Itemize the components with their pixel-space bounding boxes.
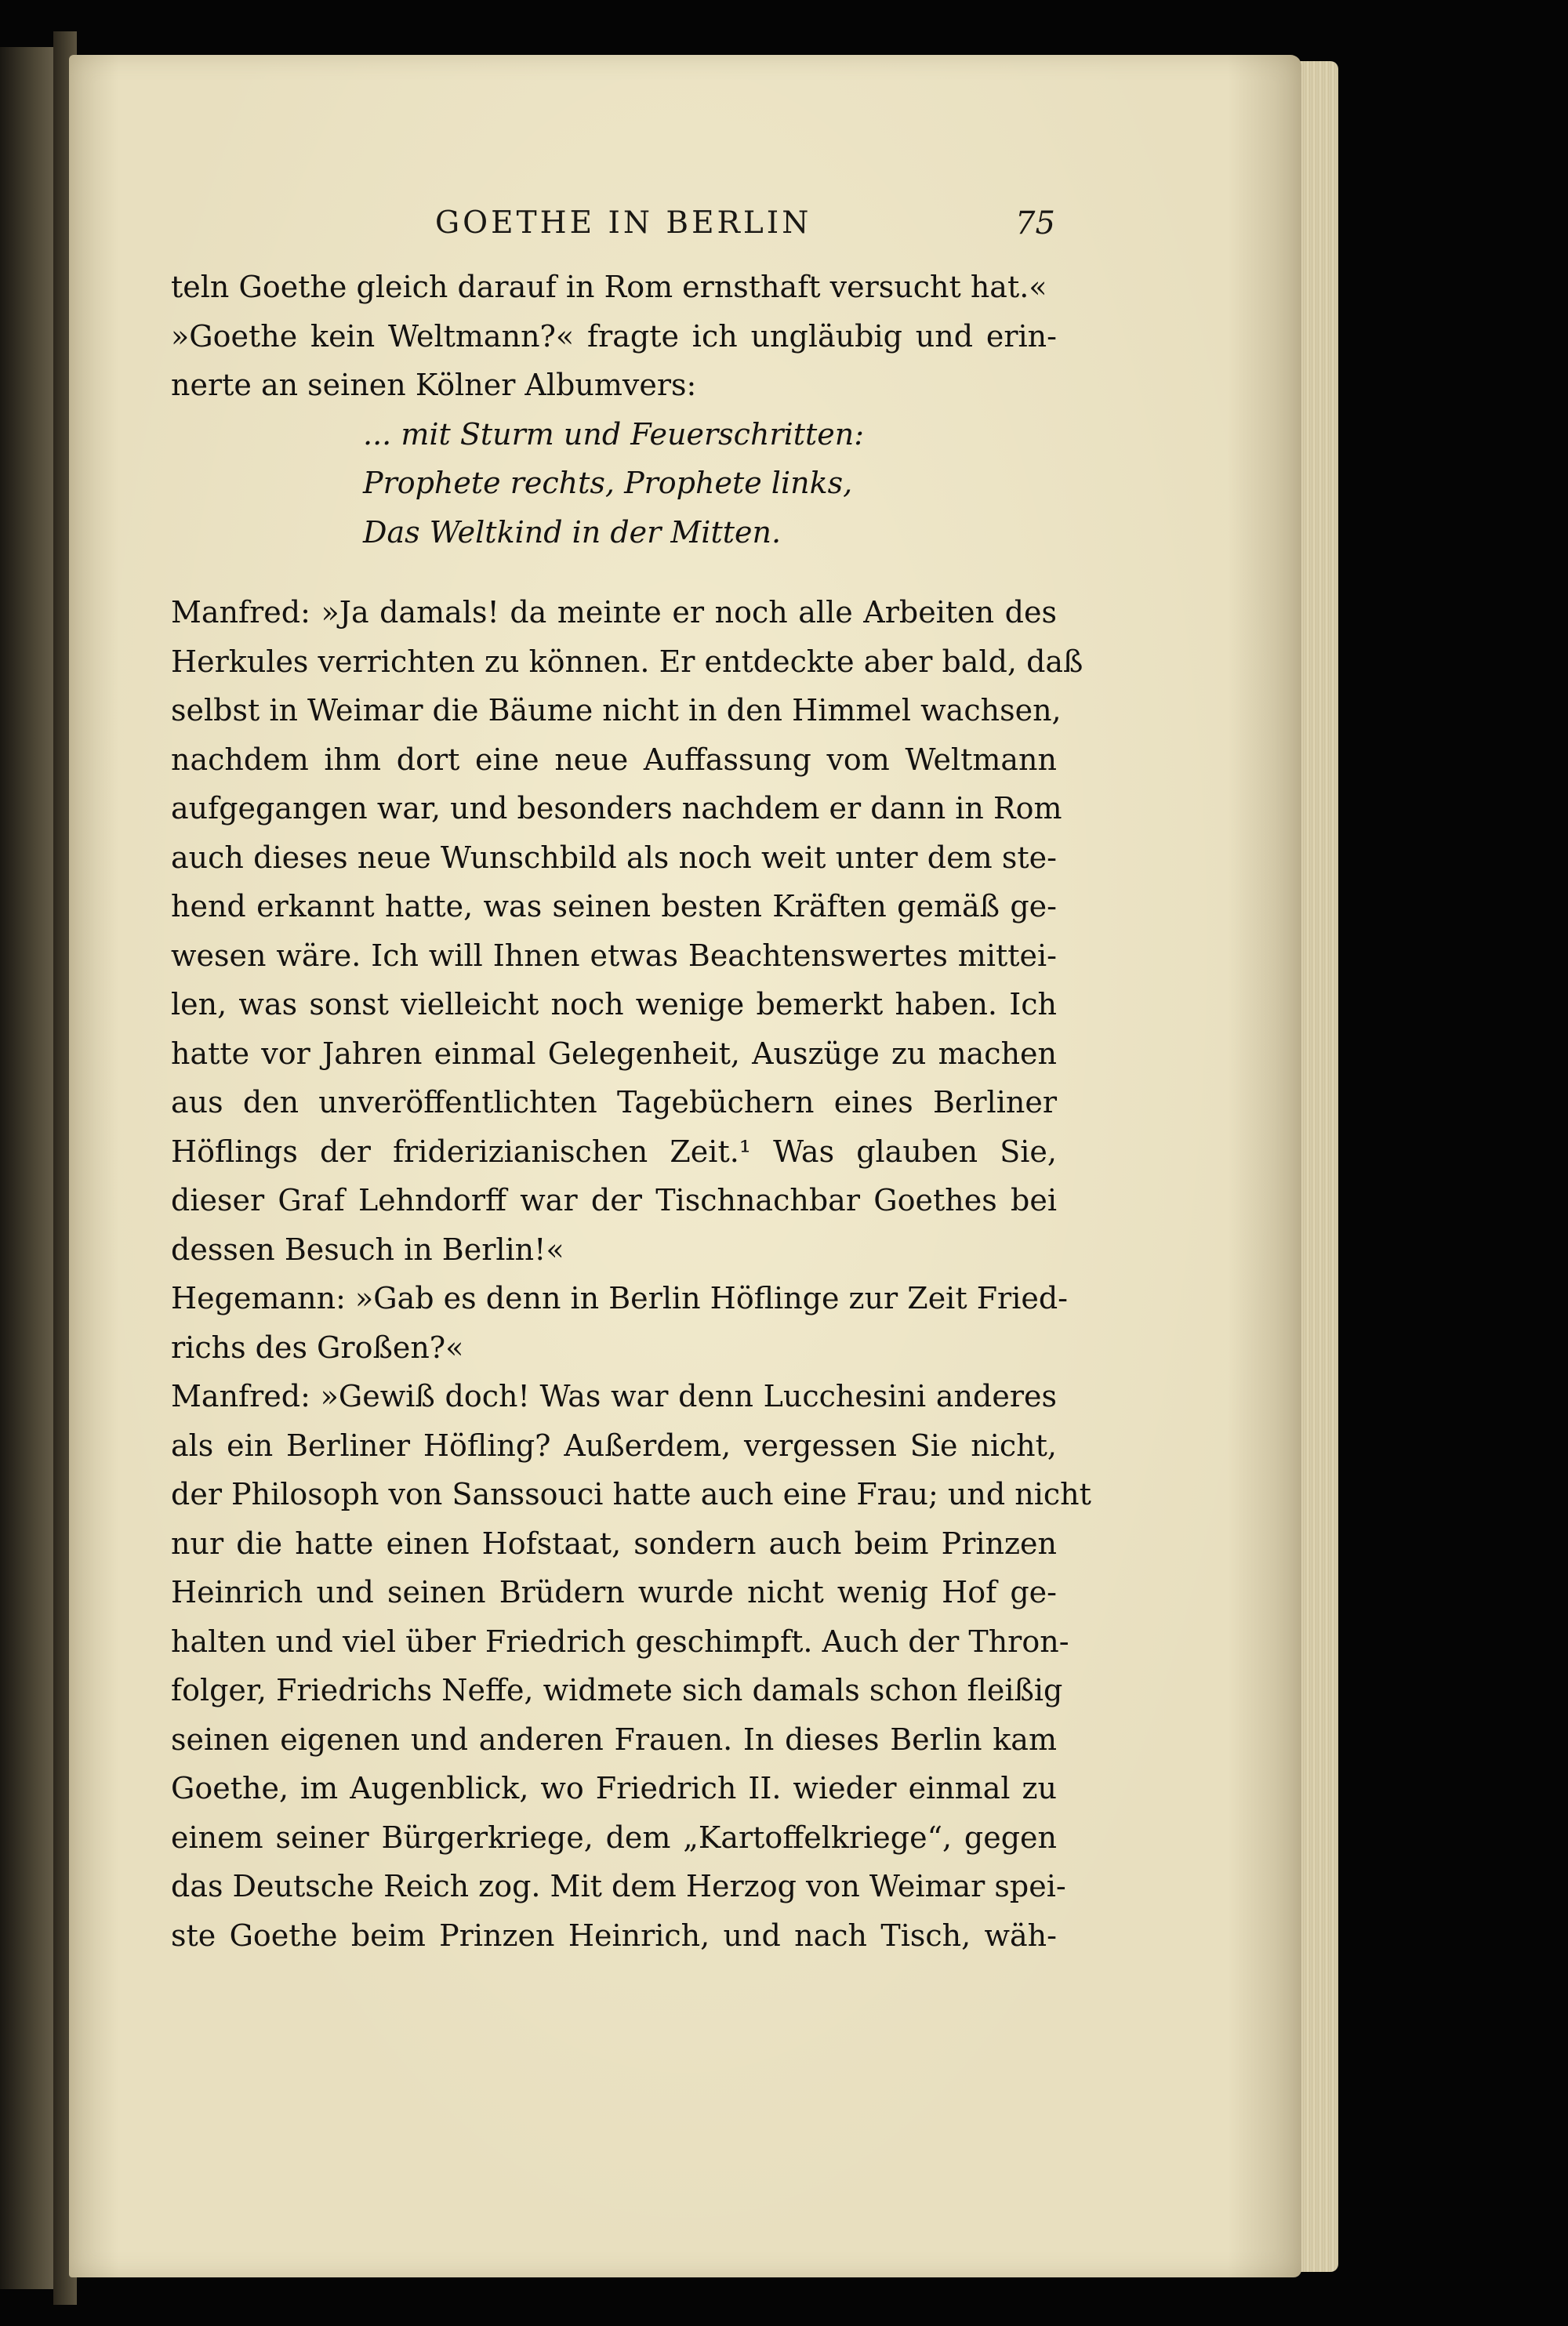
page-header bbox=[0, 205, 1568, 252]
text-line: »Goethe kein Weltmann?« fragte ich ungläubig und erin- bbox=[171, 318, 1057, 354]
text-line: dessen Besuch in Berlin!« bbox=[171, 1232, 564, 1267]
text-line: aufgegangen war, und besonders nachdem er dann in Rom bbox=[171, 791, 1062, 826]
text-line: nur die hatte einen Hofstaat, sondern auch beim Prinzen bbox=[171, 1526, 1057, 1561]
verse-line: Prophete rechts, Prophete links, bbox=[363, 466, 853, 500]
text-line: hatte vor Jahren einmal Gelegenheit, Auszüge zu machen bbox=[171, 1036, 1057, 1071]
text-line: halten und viel über Friedrich geschimpft. Auch der Thron- bbox=[171, 1624, 1069, 1659]
page-number: 75 bbox=[1015, 205, 1055, 241]
text-line: einem seiner Bürgerkriege, dem „Kartoffelkriege“, gegen bbox=[171, 1820, 1057, 1855]
text-line: hend erkannt hatte, was seinen besten Kräften gemäß ge- bbox=[171, 889, 1057, 924]
text-line: Heinrich und seinen Brüdern wurde nicht wenig Hof ge- bbox=[171, 1575, 1057, 1609]
verse-line: Das Weltkind in der Mitten. bbox=[363, 514, 782, 550]
text-line: auch dieses neue Wunschbild als noch weit unter dem ste- bbox=[171, 840, 1057, 875]
text-line: folger, Friedrichs Neffe, widmete sich damals schon fleißig bbox=[171, 1673, 1063, 1707]
text-line: aus den unveröffentlichten Tagebüchern eines Berliner bbox=[171, 1085, 1057, 1119]
text-line: als ein Berliner Höfling? Außerdem, vergessen Sie nicht, bbox=[171, 1428, 1057, 1463]
verse-line: ... mit Sturm und Feuerschritten: bbox=[363, 416, 865, 452]
text-line: das Deutsche Reich zog. Mit dem Herzog von Weimar spei- bbox=[171, 1869, 1066, 1903]
text-line: Manfred: »Ja damals! da meinte er noch alle Arbeiten des bbox=[171, 595, 1057, 630]
stanza-gap bbox=[171, 557, 1057, 588]
text-line: teln Goethe gleich darauf in Rom ernsthaft versucht hat.« bbox=[171, 270, 1047, 304]
text-line: Herkules verrichten zu können. Er entdeckte aber bald, daß bbox=[171, 644, 1083, 679]
text-line: wesen wäre. Ich will Ihnen etwas Beachtenswertes mittei- bbox=[171, 938, 1057, 973]
text-line: len, was sonst vielleicht noch wenige bemerkt haben. Ich bbox=[171, 987, 1057, 1021]
left-page-edge bbox=[0, 47, 61, 2289]
text-line: der Philosoph von Sanssouci hatte auch eine Frau; und nicht bbox=[171, 1477, 1091, 1511]
text-line: dieser Graf Lehndorff war der Tischnachbar Goethes bei bbox=[171, 1183, 1057, 1217]
text-line: nerte an seinen Kölner Albumvers: bbox=[171, 368, 697, 402]
text-line: Höflings der friderizianischen Zeit.¹ Was glauben Sie, bbox=[171, 1134, 1057, 1169]
text-line: richs des Großen?« bbox=[171, 1330, 464, 1365]
text-line: seinen eigenen und anderen Frauen. In dieses Berlin kam bbox=[171, 1722, 1057, 1757]
text-line: Manfred: »Gewiß doch! Was war denn Lucchesini anderes bbox=[171, 1379, 1057, 1413]
text-line: ste Goethe beim Prinzen Heinrich, und nach Tisch, wäh- bbox=[171, 1918, 1057, 1953]
page-fore-edge bbox=[1298, 61, 1338, 2272]
text-line: Goethe, im Augenblick, wo Friedrich II. wieder einmal zu bbox=[171, 1771, 1057, 1805]
text-line: nachdem ihm dort eine neue Auffassung vom Weltmann bbox=[171, 742, 1057, 777]
running-head: GOETHE IN BERLIN bbox=[435, 205, 812, 241]
text-line: selbst in Weimar die Bäume nicht in den Himmel wachsen, bbox=[171, 693, 1062, 728]
text-line: Hegemann: »Gab es denn in Berlin Höflinge zur Zeit Fried- bbox=[171, 1281, 1069, 1315]
page-body bbox=[171, 263, 1091, 1960]
